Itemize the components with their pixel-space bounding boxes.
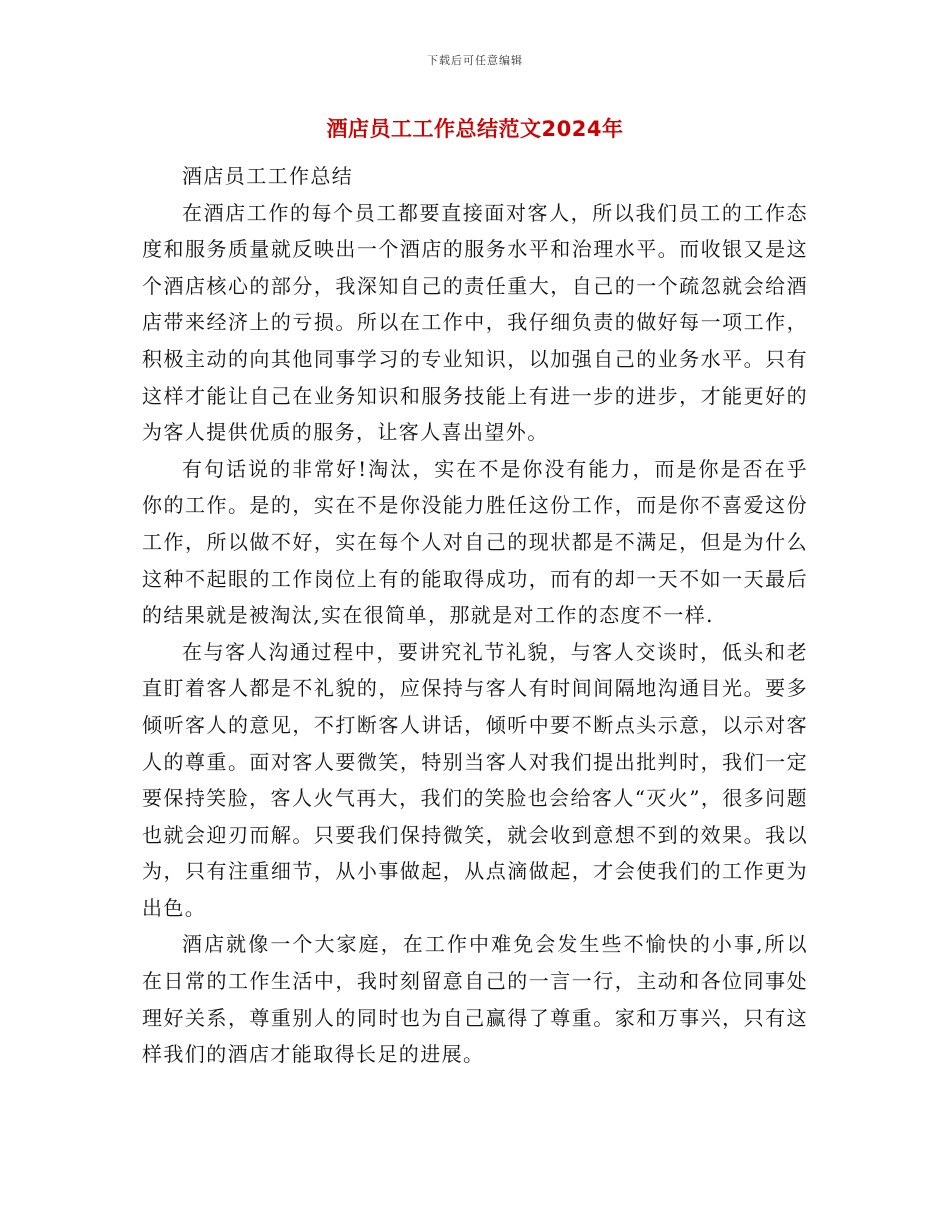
header-note: 下载后可任意编辑 [427, 54, 523, 67]
subtitle-paragraph: 酒店员工工作总结 [182, 164, 354, 188]
body-paragraph: 酒店就像一个大家庭，在工作中难免会发生些不愉快的小事,所以在日常的工作生活中，我时刻留意自己的一言一行，主动和各位同事处理好关系，尊重别人的同时也为自己赢得了尊重。家和万事兴，只有这样我们的酒店才能取得长足的进展。 [142, 932, 808, 1067]
body-paragraph: 在酒店工作的每个员工都要直接面对客人，所以我们员工的工作态度和服务质量就反映出一个酒店的服务水平和治理水平。而收银又是这个酒店核心的部分，我深知自己的责任重大，自己的一个疏忽就会给酒店带来经济上的亏损。所以在工作中，我仔细负责的做好每一项工作，积极主动的向其他同事学习的专业知识，以加强自己的业务水平。只有这样才能让自己在业务知识和服务技能上有进一步的进步，才能更好的为客人提供优质的服务，让客人喜出望外。 [142, 200, 808, 445]
body-paragraph: 在与客人沟通过程中，要讲究礼节礼貌，与客人交谈时，低头和老直盯着客人都是不礼貌的，应保持与客人有时间间隔地沟通目光。要多倾听客人的意见，不打断客人讲话，倾听中要不断点头示意，以示对客人的尊重。面对客人要微笑，特别当客人对我们提出批判时，我们一定要保持笑脸，客人火气再大，我们的笑脸也会给客人“灭火”，很多问题也就会迎刃而解。只要我们保持微笑，就会收到意想不到的效果。我以为，只有注重细节，从小事做起，从点滴做起，才会使我们的工作更为出色。 [142, 639, 808, 920]
document-title: 酒店员工工作总结范文2024年 [326, 117, 624, 141]
body-paragraph: 有句话说的非常好!淘汰，实在不是你没有能力，而是你是否在乎你的工作。是的，实在不是你没能力胜任这份工作，而是你不喜爱这份工作，所以做不好，实在每个人对自己的现状都是不满足，但是为什么这种不起眼的工作岗位上有的能取得成功，而有的却一天不如一天最后的结果就是被淘汰,实在很简单，那就是对工作的态度不一样. [142, 456, 808, 628]
document-body [142, 158, 808, 1073]
